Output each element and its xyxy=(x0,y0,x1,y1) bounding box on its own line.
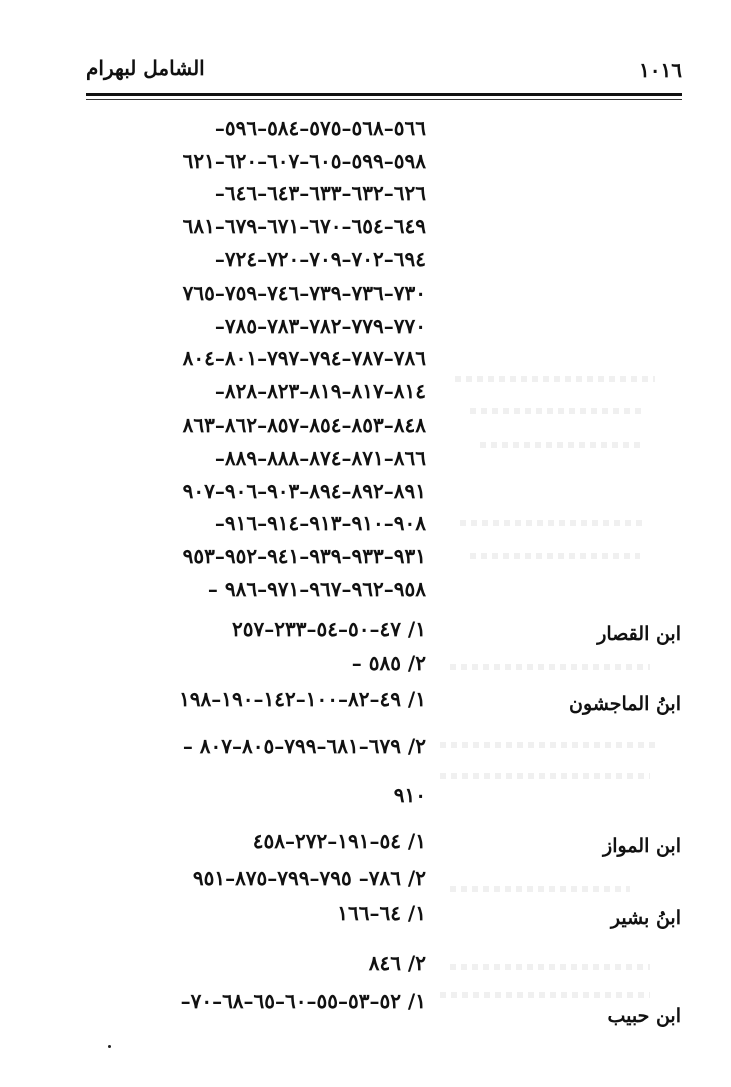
show-through-mark xyxy=(470,408,645,414)
show-through-mark xyxy=(480,442,640,448)
page-ref-line: ٦٢٦–٦٣٢–٦٣٣–٦٤٣–٦٤٦– xyxy=(214,181,426,205)
show-through-mark xyxy=(470,553,640,559)
page-ref-line: ٨١٤–٨١٧–٨١٩–٨٢٣–٨٢٨– xyxy=(214,379,426,403)
page-ref-line: ٨٤٨–٨٥٣–٨٥٤–٨٥٧–٨٦٢–٨٦٣ xyxy=(182,413,426,437)
page-ref-line: ٥٦٦–٥٦٨–٥٧٥–٥٨٤–٥٩٦– xyxy=(214,116,426,140)
page-ref-line: ٦٤٩–٦٥٤–٦٧٠–٦٧١–٦٧٩–٦٨١ xyxy=(182,214,426,238)
page-ref-line: ٩١٠ xyxy=(393,783,426,807)
page-header xyxy=(86,56,682,90)
page-ref-line: ١/ ٥٤–١٩١–٢٧٢–٤٥٨ xyxy=(252,829,426,853)
show-through-mark xyxy=(455,376,655,382)
show-through-mark xyxy=(440,742,655,748)
show-through-mark xyxy=(440,773,650,779)
page-ref-line: ٩٥٨–٩٦٢–٩٦٧–٩٧١–٩٨٦ – xyxy=(207,577,426,601)
header-rule-thin xyxy=(86,99,682,100)
index-entry-name: ابن القصار xyxy=(597,623,681,645)
header-rule-thick xyxy=(86,93,682,96)
show-through-mark xyxy=(440,992,650,998)
running-title: الشامل لبهرام xyxy=(86,56,205,80)
page-ref-line: ٧٧٠–٧٧٩–٧٨٢–٧٨٣–٧٨٥– xyxy=(214,314,426,338)
stray-mark xyxy=(108,1045,111,1048)
show-through-mark xyxy=(450,886,630,892)
page-ref-line: ٢/ ٥٨٥ – xyxy=(351,651,426,675)
page-ref-line: ٢/ ٨٤٦ xyxy=(368,951,426,975)
show-through-mark xyxy=(450,664,650,670)
index-entry-name: ابنُ بشير xyxy=(610,907,681,929)
page-ref-line: ٧٨٦–٧٨٧–٧٩٤–٧٩٧–٨٠١–٨٠٤ xyxy=(182,346,426,370)
page-ref-line: ١/ ٤٧–٥٠–٥٤–٢٣٣–٢٥٧ xyxy=(232,617,426,641)
index-entry-name: ابنُ الماجشون xyxy=(569,693,681,715)
page-ref-line: ٩٠٨–٩١٠–٩١٣–٩١٤–٩١٦– xyxy=(214,511,426,535)
show-through-mark xyxy=(460,520,645,526)
page-ref-line: ١/ ٤٩–٨٢–١٠٠–١٤٢–١٩٠–١٩٨ xyxy=(179,687,426,711)
index-entry-name: ابن المواز xyxy=(603,835,681,857)
page-number: ١٠١٦ xyxy=(639,58,682,82)
page-ref-line: ٦٩٤–٧٠٢–٧٠٩–٧٢٠–٧٢٤– xyxy=(214,247,426,271)
page-ref-line: ٢/ ٧٨٦– ٧٩٥–٧٩٩–٨٧٥–٩٥١ xyxy=(192,866,426,890)
page-ref-line: ٨٩١–٨٩٢–٨٩٤–٩٠٣–٩٠٦–٩٠٧ xyxy=(182,479,426,503)
index-entry-name: ابن حبيب xyxy=(607,1005,681,1027)
show-through-mark xyxy=(450,964,650,970)
page-ref-line: ١/ ٥٢–٥٣–٥٥–٦٠–٦٥–٦٨–٧٠– xyxy=(180,989,426,1013)
page-ref-line: ٨٦٦–٨٧١–٨٧٤–٨٨٨–٨٨٩– xyxy=(214,446,426,470)
page-ref-line: ١/ ٦٤–١٦٦ xyxy=(337,901,426,925)
page-ref-line: ٧٣٠–٧٣٦–٧٣٩–٧٤٦–٧٥٩–٧٦٥ xyxy=(182,281,426,305)
page-ref-line: ٩٣١–٩٣٣–٩٣٩–٩٤١–٩٥٢–٩٥٣ xyxy=(182,544,426,568)
page-ref-line: ٥٩٨–٥٩٩–٦٠٥–٦٠٧–٦٢٠–٦٢١ xyxy=(182,149,426,173)
page-ref-line: ٢/ ٦٧٩–٦٨١–٧٩٩–٨٠٥–٨٠٧ – xyxy=(182,734,426,758)
